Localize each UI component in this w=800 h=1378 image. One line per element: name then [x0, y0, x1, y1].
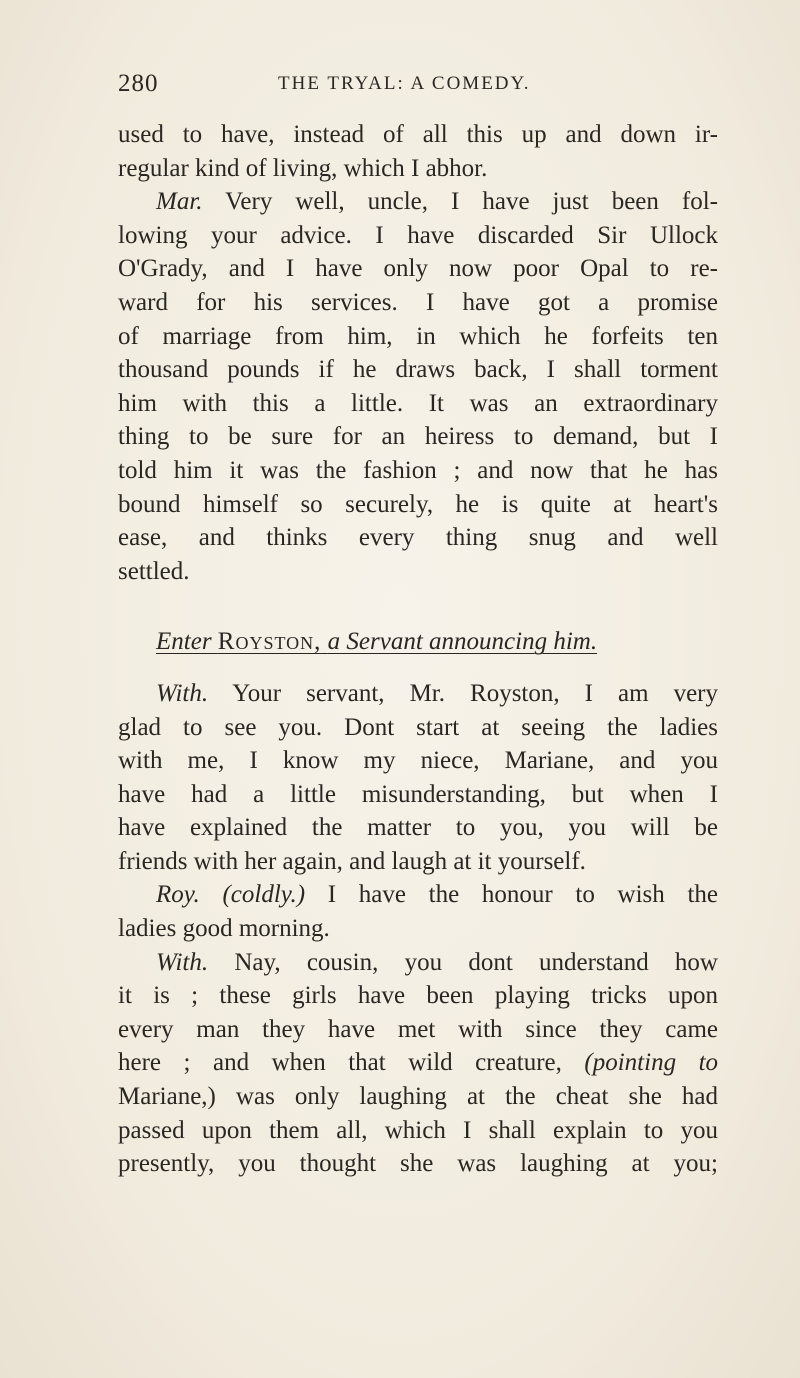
text-line: with me, I know my niece, Mariane, and you	[118, 747, 718, 775]
text-line: every man they have met with since they came	[118, 1015, 718, 1043]
speech-with	[118, 677, 718, 711]
text-segment: here ; and when that wild creature,	[118, 1049, 562, 1077]
text-line: used to have, instead of all this up and down ir-	[118, 121, 718, 148]
text-line: it is ; these girls have been playing tricks upon	[118, 982, 718, 1010]
speaker-name: With.	[156, 948, 209, 976]
speaker-name: Roy.	[156, 881, 200, 909]
text-line: glad to see you. Dont start at seeing the ladies	[118, 713, 718, 741]
text-line: of marriage from him, in which he forfeits ten	[118, 322, 718, 350]
stage-rest: a Servant announcing him.	[327, 628, 598, 656]
text-line: Nay, cousin, you dont understand how	[234, 948, 718, 976]
spacer	[118, 588, 718, 625]
running-title: THE TRYAL: A COMEDY.	[278, 73, 531, 94]
speech-mar	[118, 185, 718, 219]
speaker-name: Mar.	[156, 188, 203, 216]
speaker-name: With.	[156, 679, 209, 707]
text-line: friends with her again, and laugh at it yourself.	[118, 847, 586, 875]
text-line: bound himself so securely, he is quite at heart's	[118, 490, 718, 518]
speech-with	[118, 946, 718, 980]
page-number: 280	[118, 70, 159, 97]
stage-direction	[118, 625, 718, 659]
speech-roy	[118, 878, 718, 912]
text-line: ward for his services. I have got a promise	[118, 288, 718, 316]
text-line: regular kind of living, which I abhor.	[118, 154, 488, 182]
text-line: ease, and thinks every thing snug and well	[118, 524, 718, 552]
text-line: thousand pounds if he draws back, I shall torment	[118, 356, 718, 384]
text-line: him with this a little. It was an extraordinary	[118, 389, 718, 417]
text-line: Very well, uncle, I have just been fol-	[225, 188, 718, 216]
character-name: Royston,	[217, 628, 322, 656]
body-text	[118, 118, 718, 1181]
text-line: Mariane,) was only laughing at the cheat she had	[118, 1083, 718, 1111]
text-line: I have the honour to wish the	[327, 881, 719, 909]
stage-aside: (pointing to	[584, 1049, 719, 1077]
text-line: ladies good morning.	[118, 915, 330, 943]
text-line: have explained the matter to you, you will be	[118, 814, 718, 842]
page-header	[118, 70, 718, 100]
text-line: passed upon them all, which I shall explain to you	[118, 1116, 718, 1144]
text-line	[118, 1046, 718, 1080]
text-line: presently, you thought she was laughing at you;	[118, 1150, 718, 1178]
text-line: have had a little misunderstanding, but when I	[118, 780, 718, 808]
text-line: thing to be sure for an heiress to demand, but I	[118, 423, 718, 451]
spacer	[118, 659, 718, 677]
stage-aside: (coldly.)	[222, 881, 306, 909]
stage-enter: Enter	[156, 628, 212, 656]
text-line: O'Grady, and I have only now poor Opal to re-	[118, 255, 718, 283]
text-line: Your servant, Mr. Royston, I am very	[232, 679, 718, 707]
text-line: lowing your advice. I have discarded Sir Ullock	[118, 221, 718, 249]
text-line: told him it was the fashion ; and now that he has	[118, 456, 718, 484]
text-line: settled.	[118, 557, 190, 585]
